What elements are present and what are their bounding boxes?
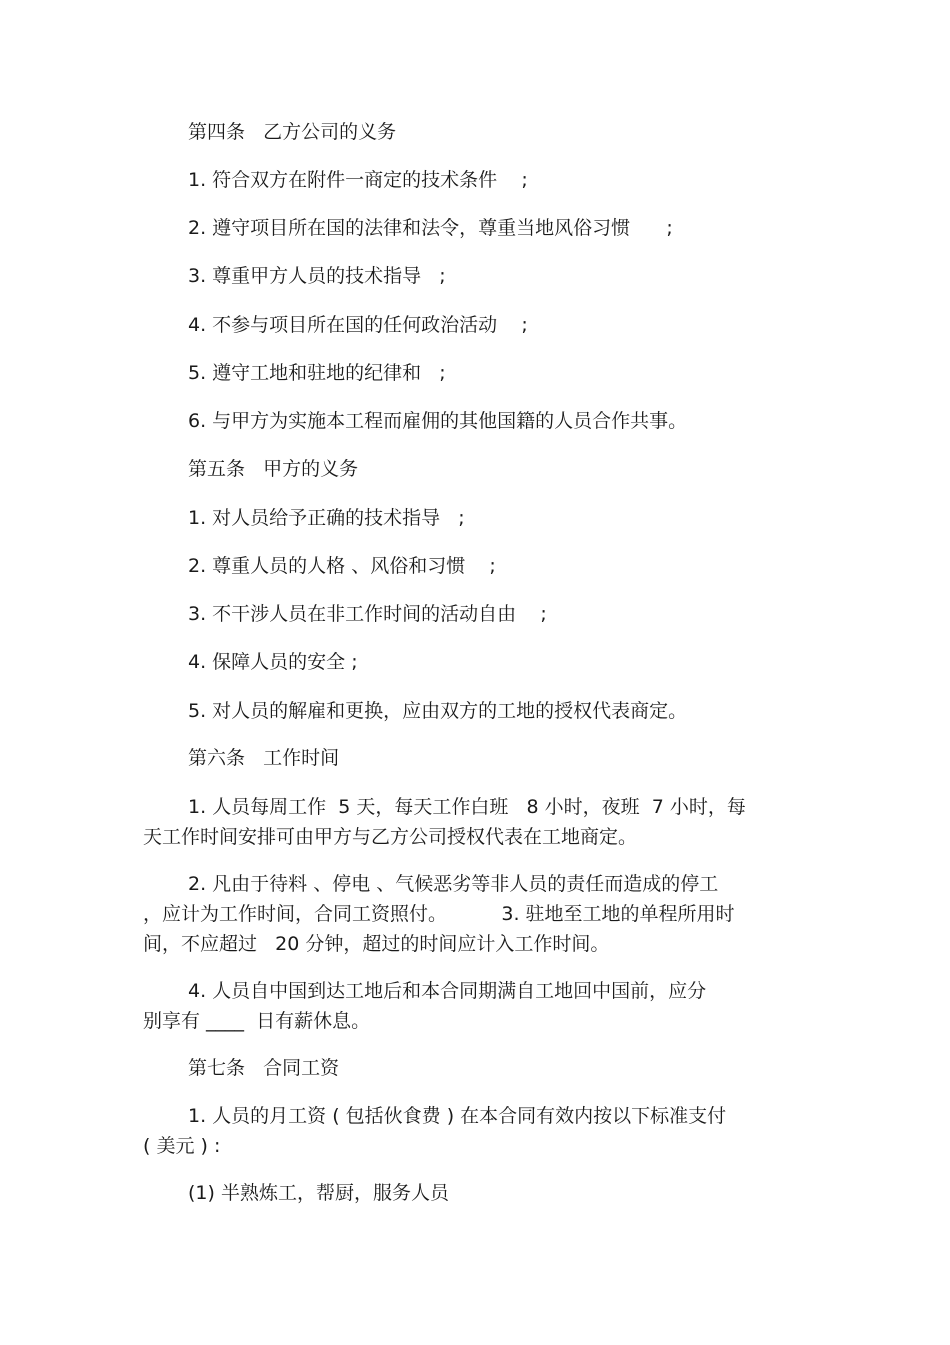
article-5-item-5: 5. 对人员的解雇和更换，应由双方的工地的授权代表商定。 bbox=[188, 700, 688, 722]
article-6-para-2-line-2: ，应计为工作时间，合同工资照付。 3. 驻地至工地的单程所用时 bbox=[143, 903, 735, 925]
article-4-item-2: 2. 遵守项目所在国的法律和法令，尊重当地风俗习惯 ; bbox=[188, 217, 673, 239]
article-4-item-6: 6. 与甲方为实施本工程而雇佣的其他国籍的人员合作共事。 bbox=[188, 410, 688, 432]
article-7-heading: 第七条 合同工资 bbox=[188, 1057, 340, 1079]
article-6-para-3-line-1: 4. 人员自中国到达工地后和本合同期满自工地回中国前，应分 bbox=[188, 980, 707, 1002]
article-4-heading: 第四条 乙方公司的义务 bbox=[188, 121, 397, 143]
article-6-para-2-line-1: 2. 凡由于待料 、停电 、气候恶劣等非人员的责任而造成的停工 bbox=[188, 873, 719, 895]
article-7-para-1-line-1: 1. 人员的月工资 ( 包括伙食费 ) 在本合同有效内按以下标准支付 bbox=[188, 1105, 727, 1127]
article-6-para-3-line-2: 别享有 ____ 日有薪休息。 bbox=[143, 1010, 371, 1032]
article-6-heading: 第六条 工作时间 bbox=[188, 747, 340, 769]
article-5-item-1: 1. 对人员给予正确的技术指导 ; bbox=[188, 507, 465, 529]
article-7-sub-item-1: (1) 半熟炼工，帮厨，服务人员 bbox=[188, 1182, 449, 1204]
article-5-item-4: 4. 保障人员的安全 ; bbox=[188, 651, 358, 673]
article-5-heading: 第五条 甲方的义务 bbox=[188, 458, 359, 480]
article-4-item-4: 4. 不参与项目所在国的任何政治活动 ; bbox=[188, 314, 528, 336]
article-6-para-1-line-2: 天工作时间安排可由甲方与乙方公司授权代表在工地商定。 bbox=[143, 826, 638, 848]
article-7-para-1-line-2: ( 美元 ) : bbox=[143, 1135, 221, 1157]
article-4-item-1: 1. 符合双方在附件一商定的技术条件 ; bbox=[188, 169, 528, 191]
article-4-item-3: 3. 尊重甲方人员的技术指导 ; bbox=[188, 265, 446, 287]
article-4-item-5: 5. 遵守工地和驻地的纪律和 ; bbox=[188, 362, 446, 384]
article-6-para-1-line-1: 1. 人员每周工作 5 天，每天工作白班 8 小时，夜班 7 小时，每 bbox=[188, 796, 746, 818]
article-5-item-3: 3. 不干涉人员在非工作时间的活动自由 ; bbox=[188, 603, 547, 625]
article-5-item-2: 2. 尊重人员的人格 、风俗和习惯 ; bbox=[188, 555, 496, 577]
article-6-para-2-line-3: 间，不应超过 20 分钟，超过的时间应计入工作时间。 bbox=[143, 933, 610, 955]
